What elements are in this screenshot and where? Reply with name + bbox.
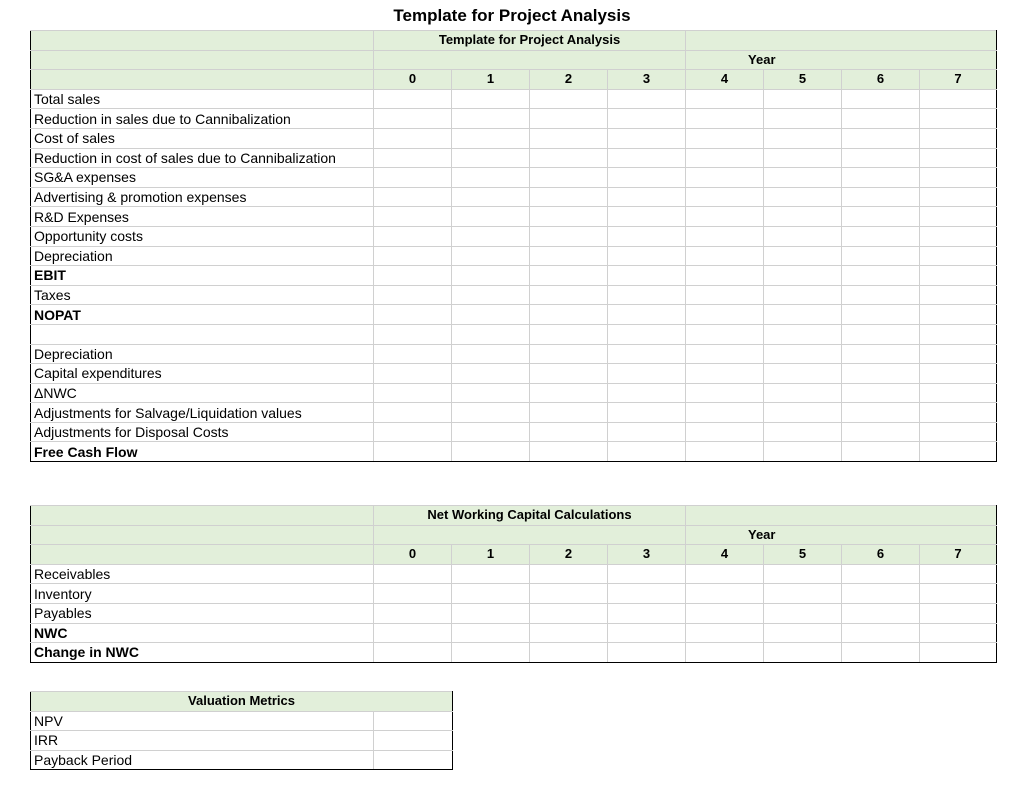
value-cell[interactable] (764, 148, 842, 168)
table-row (31, 226, 997, 246)
value-cell[interactable] (686, 168, 764, 188)
value-cell[interactable] (608, 584, 686, 604)
value-cell[interactable] (452, 623, 530, 643)
project-analysis-year-header: 6 (842, 70, 920, 90)
value-cell[interactable] (452, 148, 530, 168)
nwc-year-header: 6 (842, 545, 920, 565)
nwc-year-header: 3 (608, 545, 686, 565)
value-cell[interactable] (452, 643, 530, 663)
value-cell[interactable] (530, 442, 608, 462)
row-label: Reduction in sales due to Cannibalization (31, 109, 374, 129)
row-label: Adjustments for Disposal Costs (31, 422, 374, 442)
value-cell[interactable] (842, 305, 920, 325)
value-cell[interactable] (920, 148, 997, 168)
metric-label: Payback Period (31, 750, 374, 770)
value-cell[interactable] (764, 226, 842, 246)
valuation-metrics-table (30, 691, 453, 770)
table-row (31, 564, 997, 584)
value-cell[interactable] (842, 109, 920, 129)
value-cell[interactable] (764, 187, 842, 207)
value-cell[interactable] (452, 285, 530, 305)
nwc-year-header: 2 (530, 545, 608, 565)
value-cell[interactable] (920, 324, 997, 344)
value-cell[interactable] (842, 383, 920, 403)
value-cell[interactable] (920, 207, 997, 227)
value-cell[interactable] (686, 603, 764, 623)
table-row (31, 643, 997, 663)
table-row (31, 246, 997, 266)
value-cell[interactable] (920, 246, 997, 266)
value-cell[interactable] (686, 246, 764, 266)
value-cell[interactable] (764, 305, 842, 325)
table-row (31, 109, 997, 129)
value-cell[interactable] (842, 187, 920, 207)
value-cell[interactable] (686, 109, 764, 129)
value-cell[interactable] (764, 623, 842, 643)
value-cell[interactable] (530, 643, 608, 663)
value-cell[interactable] (452, 207, 530, 227)
table-row (31, 584, 997, 604)
value-cell[interactable] (530, 584, 608, 604)
value-cell[interactable] (764, 344, 842, 364)
value-cell[interactable] (764, 168, 842, 188)
value-cell[interactable] (920, 305, 997, 325)
value-cell[interactable] (842, 207, 920, 227)
value-cell[interactable] (842, 168, 920, 188)
value-cell[interactable] (374, 128, 452, 148)
value-cell[interactable] (842, 364, 920, 384)
row-label: Receivables (31, 564, 374, 584)
table-row (31, 148, 997, 168)
value-cell[interactable] (764, 285, 842, 305)
table-row (31, 187, 997, 207)
value-cell[interactable] (530, 344, 608, 364)
value-cell[interactable] (374, 403, 452, 423)
project-analysis-title: Template for Project Analysis (374, 31, 686, 51)
value-cell[interactable] (920, 584, 997, 604)
value-cell[interactable] (686, 266, 764, 286)
value-cell[interactable] (764, 584, 842, 604)
nwc-year-label: Year (686, 525, 997, 545)
table-row (31, 403, 997, 423)
value-cell[interactable] (842, 148, 920, 168)
row-label: Advertising & promotion expenses (31, 187, 374, 207)
nwc-title-row (31, 506, 997, 526)
row-label: Cost of sales (31, 128, 374, 148)
value-cell[interactable] (920, 89, 997, 109)
project-analysis-year-header: 1 (452, 70, 530, 90)
table-row (31, 128, 997, 148)
table-row (31, 731, 453, 751)
value-cell[interactable] (764, 403, 842, 423)
value-cell[interactable] (452, 383, 530, 403)
value-cell[interactable] (374, 285, 452, 305)
value-cell[interactable] (686, 344, 764, 364)
value-cell[interactable] (374, 324, 452, 344)
value-cell[interactable] (452, 364, 530, 384)
project-analysis-year-label: Year (686, 50, 997, 70)
project-analysis-year-header: 5 (764, 70, 842, 90)
value-cell[interactable] (842, 643, 920, 663)
value-cell[interactable] (530, 109, 608, 129)
value-cell[interactable] (920, 442, 997, 462)
value-cell[interactable] (608, 168, 686, 188)
value-cell[interactable] (608, 623, 686, 643)
row-label: Free Cash Flow (31, 442, 374, 462)
value-cell[interactable] (608, 442, 686, 462)
value-cell[interactable] (920, 344, 997, 364)
row-label: Opportunity costs (31, 226, 374, 246)
row-label: Depreciation (31, 344, 374, 364)
value-cell[interactable] (374, 168, 452, 188)
value-cell[interactable] (686, 128, 764, 148)
value-cell[interactable] (608, 226, 686, 246)
value-cell[interactable] (452, 422, 530, 442)
value-cell[interactable] (686, 207, 764, 227)
value-cell[interactable] (842, 226, 920, 246)
value-cell[interactable] (374, 305, 452, 325)
row-label: Adjustments for Salvage/Liquidation values (31, 403, 374, 423)
value-cell[interactable] (920, 109, 997, 129)
value-cell[interactable] (374, 442, 452, 462)
value-cell[interactable] (374, 422, 452, 442)
table-row (31, 266, 997, 286)
value-cell[interactable] (842, 324, 920, 344)
value-cell[interactable] (374, 89, 452, 109)
value-cell[interactable] (764, 266, 842, 286)
table-row (31, 711, 453, 731)
value-cell[interactable] (920, 187, 997, 207)
value-cell[interactable] (920, 603, 997, 623)
metric-value-cell[interactable] (374, 731, 453, 751)
value-cell[interactable] (452, 403, 530, 423)
value-cell[interactable] (374, 207, 452, 227)
value-cell[interactable] (608, 564, 686, 584)
row-label: Change in NWC (31, 643, 374, 663)
value-cell[interactable] (842, 403, 920, 423)
valuation-title: Valuation Metrics (31, 692, 453, 712)
value-cell[interactable] (764, 246, 842, 266)
row-label: NWC (31, 623, 374, 643)
value-cell[interactable] (608, 285, 686, 305)
value-cell[interactable] (686, 564, 764, 584)
nwc-year-header: 4 (686, 545, 764, 565)
value-cell[interactable] (686, 584, 764, 604)
value-cell[interactable] (842, 603, 920, 623)
value-cell[interactable] (452, 305, 530, 325)
value-cell[interactable] (920, 364, 997, 384)
value-cell[interactable] (530, 148, 608, 168)
value-cell[interactable] (608, 148, 686, 168)
value-cell[interactable] (764, 207, 842, 227)
project-analysis-title-row (31, 31, 997, 51)
value-cell[interactable] (608, 128, 686, 148)
project-analysis-year-header: 3 (608, 70, 686, 90)
nwc-title: Net Working Capital Calculations (374, 506, 686, 526)
value-cell[interactable] (452, 564, 530, 584)
value-cell[interactable] (374, 364, 452, 384)
value-cell[interactable] (842, 422, 920, 442)
table-row (31, 383, 997, 403)
value-cell[interactable] (920, 403, 997, 423)
metric-label: IRR (31, 731, 374, 751)
value-cell[interactable] (530, 383, 608, 403)
value-cell[interactable] (530, 422, 608, 442)
value-cell[interactable] (920, 623, 997, 643)
value-cell[interactable] (608, 324, 686, 344)
value-cell[interactable] (686, 305, 764, 325)
row-label: ΔNWC (31, 383, 374, 403)
project-analysis-year-header: 2 (530, 70, 608, 90)
value-cell[interactable] (686, 364, 764, 384)
value-cell[interactable] (374, 603, 452, 623)
value-cell[interactable] (842, 266, 920, 286)
value-cell[interactable] (608, 266, 686, 286)
row-label: Total sales (31, 89, 374, 109)
value-cell[interactable] (686, 623, 764, 643)
value-cell[interactable] (452, 603, 530, 623)
row-label: R&D Expenses (31, 207, 374, 227)
row-label: Payables (31, 603, 374, 623)
value-cell[interactable] (608, 89, 686, 109)
table-row (31, 364, 997, 384)
value-cell[interactable] (530, 623, 608, 643)
value-cell[interactable] (686, 422, 764, 442)
value-cell[interactable] (842, 285, 920, 305)
value-cell[interactable] (842, 584, 920, 604)
value-cell[interactable] (920, 168, 997, 188)
value-cell[interactable] (608, 364, 686, 384)
row-label: NOPAT (31, 305, 374, 325)
value-cell[interactable] (842, 246, 920, 266)
table-row (31, 442, 997, 462)
value-cell[interactable] (608, 643, 686, 663)
row-label: Depreciation (31, 246, 374, 266)
table-row (31, 207, 997, 227)
value-cell[interactable] (686, 285, 764, 305)
value-cell[interactable] (920, 285, 997, 305)
value-cell[interactable] (452, 187, 530, 207)
nwc-year-header: 0 (374, 545, 452, 565)
value-cell[interactable] (530, 226, 608, 246)
value-cell[interactable] (764, 364, 842, 384)
value-cell[interactable] (452, 89, 530, 109)
value-cell[interactable] (764, 442, 842, 462)
table-row (31, 324, 997, 344)
value-cell[interactable] (608, 187, 686, 207)
value-cell[interactable] (452, 226, 530, 246)
value-cell[interactable] (374, 187, 452, 207)
nwc-year-header: 5 (764, 545, 842, 565)
value-cell[interactable] (374, 623, 452, 643)
value-cell[interactable] (452, 128, 530, 148)
value-cell[interactable] (608, 422, 686, 442)
value-cell[interactable] (608, 383, 686, 403)
value-cell[interactable] (374, 383, 452, 403)
value-cell[interactable] (530, 266, 608, 286)
project-analysis-year-header: 7 (920, 70, 997, 90)
value-cell[interactable] (842, 128, 920, 148)
table-row (31, 623, 997, 643)
value-cell[interactable] (452, 584, 530, 604)
value-cell[interactable] (374, 226, 452, 246)
nwc-year-header: 1 (452, 545, 530, 565)
project-analysis-year-header: 4 (686, 70, 764, 90)
value-cell[interactable] (452, 246, 530, 266)
value-cell[interactable] (530, 207, 608, 227)
value-cell[interactable] (530, 603, 608, 623)
table-row (31, 168, 997, 188)
row-label: SG&A expenses (31, 168, 374, 188)
value-cell[interactable] (686, 89, 764, 109)
value-cell[interactable] (842, 442, 920, 462)
nwc-table (30, 505, 997, 663)
value-cell[interactable] (764, 128, 842, 148)
project-analysis-table (30, 30, 997, 462)
value-cell[interactable] (920, 643, 997, 663)
page-title: Template for Project Analysis (393, 6, 631, 25)
value-cell[interactable] (374, 643, 452, 663)
value-cell[interactable] (920, 266, 997, 286)
value-cell[interactable] (842, 564, 920, 584)
value-cell[interactable] (374, 564, 452, 584)
value-cell[interactable] (530, 89, 608, 109)
value-cell[interactable] (686, 187, 764, 207)
table-row (31, 422, 997, 442)
value-cell[interactable] (530, 403, 608, 423)
row-label: Taxes (31, 285, 374, 305)
value-cell[interactable] (374, 266, 452, 286)
table-row (31, 750, 453, 770)
project-analysis-year-header: 0 (374, 70, 452, 90)
table-row (31, 89, 997, 109)
row-label: Inventory (31, 584, 374, 604)
value-cell[interactable] (374, 584, 452, 604)
value-cell[interactable] (608, 109, 686, 129)
value-cell[interactable] (530, 285, 608, 305)
value-cell[interactable] (764, 324, 842, 344)
value-cell[interactable] (686, 643, 764, 663)
value-cell[interactable] (608, 207, 686, 227)
value-cell[interactable] (374, 109, 452, 129)
metric-value-cell[interactable] (374, 750, 453, 770)
value-cell[interactable] (530, 246, 608, 266)
value-cell[interactable] (530, 168, 608, 188)
value-cell[interactable] (452, 266, 530, 286)
value-cell[interactable] (530, 305, 608, 325)
value-cell[interactable] (764, 89, 842, 109)
value-cell[interactable] (920, 226, 997, 246)
value-cell[interactable] (686, 403, 764, 423)
row-label: EBIT (31, 266, 374, 286)
value-cell[interactable] (764, 643, 842, 663)
value-cell[interactable] (530, 128, 608, 148)
metric-label: NPV (31, 711, 374, 731)
value-cell[interactable] (608, 246, 686, 266)
value-cell[interactable] (374, 344, 452, 364)
row-label (31, 324, 374, 344)
value-cell[interactable] (686, 148, 764, 168)
value-cell[interactable] (608, 603, 686, 623)
value-cell[interactable] (374, 246, 452, 266)
value-cell[interactable] (764, 564, 842, 584)
value-cell[interactable] (530, 324, 608, 344)
value-cell[interactable] (764, 422, 842, 442)
value-cell[interactable] (686, 324, 764, 344)
value-cell[interactable] (686, 226, 764, 246)
value-cell[interactable] (920, 422, 997, 442)
value-cell[interactable] (452, 109, 530, 129)
value-cell[interactable] (686, 442, 764, 462)
value-cell[interactable] (452, 344, 530, 364)
value-cell[interactable] (842, 89, 920, 109)
value-cell[interactable] (530, 187, 608, 207)
value-cell[interactable] (608, 305, 686, 325)
value-cell[interactable] (452, 442, 530, 462)
value-cell[interactable] (452, 168, 530, 188)
value-cell[interactable] (842, 623, 920, 643)
value-cell[interactable] (608, 344, 686, 364)
value-cell[interactable] (452, 324, 530, 344)
value-cell[interactable] (530, 564, 608, 584)
value-cell[interactable] (764, 383, 842, 403)
value-cell[interactable] (920, 564, 997, 584)
value-cell[interactable] (530, 364, 608, 384)
value-cell[interactable] (686, 383, 764, 403)
value-cell[interactable] (920, 128, 997, 148)
table-row (31, 344, 997, 364)
value-cell[interactable] (608, 403, 686, 423)
value-cell[interactable] (764, 603, 842, 623)
table-row (31, 603, 997, 623)
value-cell[interactable] (764, 109, 842, 129)
row-label: Capital expenditures (31, 364, 374, 384)
metric-value-cell[interactable] (374, 711, 453, 731)
value-cell[interactable] (374, 148, 452, 168)
table-row (31, 305, 997, 325)
table-row (31, 285, 997, 305)
value-cell[interactable] (842, 344, 920, 364)
nwc-year-header: 7 (920, 545, 997, 565)
row-label: Reduction in cost of sales due to Cannibalization (31, 148, 374, 168)
value-cell[interactable] (920, 383, 997, 403)
